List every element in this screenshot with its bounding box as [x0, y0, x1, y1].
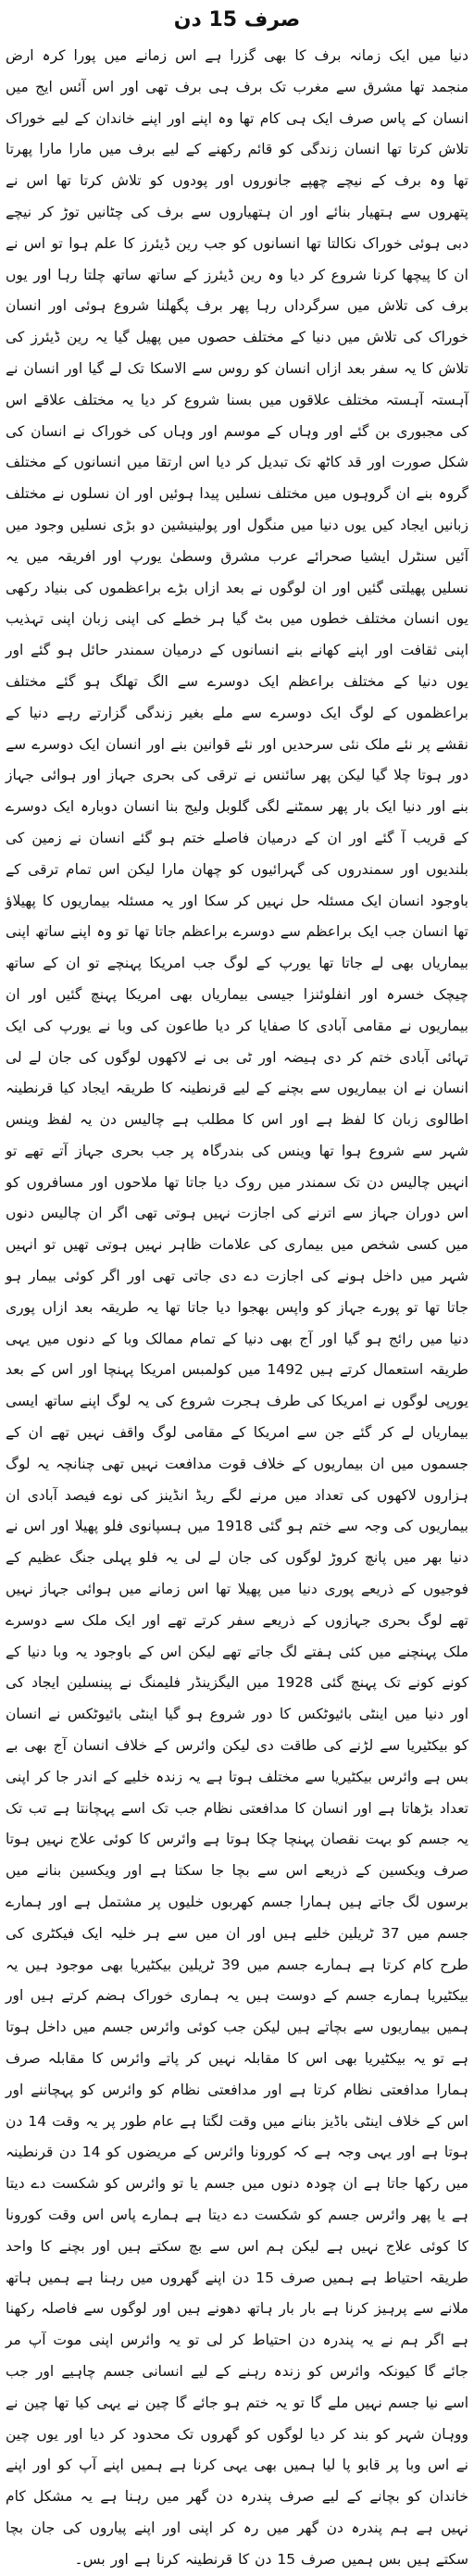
- article-body: دنیا میں ایک زمانہ برف کا بھی گزرا ہے اس زمانے میں پورا کرہ ارض منجمد تھا مشرق سے مغرب تک برف ہی برف تھی اور اس آئس ایج میں انسان کے پاس صرف ایک ہی کام تھا وہ اپنے اور اپنے خاندان کے لیے خوراک تلاش کرتا تھا انسان زندگی کو قائم رکھنے کے لیے برف میں مارا مارا پھرتا تھا وہ برف کے نیچے چھپے جانوروں اور پودوں کو تلاش کرتا تھا اس نے پتھروں سے ہتھیار بنائے اور ان ہتھیاروں سے برف کی چٹانیں توڑ کر نیچے دبی ہوئی خوراک نکالتا تھا انسانوں کو جب رین ڈیئرز کا علم ہوا تو اس نے ان کا پیچھا کرنا شروع کر دیا وہ رین ڈیئرز کے ساتھ ساتھ چلتا رہا اور یوں برف کی تلاش میں سرگرداں رہا پھر برف پگھلنا شروع ہوئی اور انسان خوراک کی تلاش میں دنیا کے مختلف حصوں میں پھیل گیا یہ رین ڈیئرز کی تلاش کا یہ سفر بعد ازاں انسان کو روس سے الاسکا تک لے گیا اور انسان نے آہستہ آہستہ مختلف علاقوں میں بسنا شروع کر دیا یہ مختلف علاقے اس کی مجبوری بن گئے اور وہاں کے موسم اور وہاں کی خوراک نے انسان کی شکل صورت اور قد کاٹھ تک تبدیل کر دیا اس ارتقا میں انسانوں کے مختلف گروہ بنے ان گروہوں میں مختلف نسلیں پیدا ہوئیں اور ان نسلوں نے مختلف زبانیں ایجاد کیں یوں دنیا میں منگول اور پولینیشین دو بڑی نسلیں وجود میں آئیں سنٹرل ایشیا صحرائے عرب مشرق وسطیٰ یورپ اور افریقہ میں یہ نسلیں پھیلتی گئیں اور ان لوگوں نے بعد ازاں بڑے براعظموں کی بنیاد رکھی یوں انسان مختلف خطوں میں بٹ گیا ہر خطے کی اپنی زبان اپنی تہذیب اپنی ثقافت اور اپنے کھانے بنے انسانوں کے درمیان سمندر حائل ہو گئے اور یوں دنیا کے مختلف براعظم ایک دوسرے سے الگ تھلگ ہو گئے مختلف براعظموں کے لوگ ایک دوسرے سے ملے بغیر زندگی گزارتے رہے دنیا کے نقشے پر نئے ملک نئی سرحدیں اور نئے قوانین بنے اور انسان ایک دوسرے سے دور ہوتا چلا گیا لیکن پھر سائنس نے ترقی کی بحری جہاز اور ہوائی جہاز بنے اور دنیا ایک بار پھر سمٹنے لگی گلوبل ولیج بنا انسان دوبارہ ایک دوسرے کے قریب آ گئے اور ان کے درمیان فاصلے ختم ہو گئے انسان نے زمین کی بلندیوں اور سمندروں کی گہرائیوں کو چھان مارا لیکن اس تمام ترقی کے باوجود انسان ایک مسئلہ حل نہیں کر سکا اور یہ مسئلہ بیماریوں کا پھیلاؤ تھا انسان جب ایک براعظم سے دوسرے براعظم جاتا تھا تو وہ اپنے ساتھ اپنی بیماریاں بھی لے جاتا تھا یورپ کے لوگ جب امریکا پہنچے تو ان کے ساتھ چیچک خسرہ اور انفلوئنزا جیسی بیماریاں بھی امریکا پہنچ گئیں اور ان بیماریوں نے مقامی آبادی کا صفایا کر دیا طاعون کی وبا نے یورپ کی ایک تہائی آبادی ختم کر دی ہیضہ اور ٹی بی نے لاکھوں لوگوں کی جان لے لی انسان نے ان بیماریوں سے بچنے کے لیے قرنطینہ کا طریقہ ایجاد کیا قرنطینہ اطالوی زبان کا لفظ ہے اور اس کا مطلب ہے چالیس دن یہ لفظ وینس شہر سے شروع ہوا تھا وینس کی بندرگاہ پر جب بحری جہاز آتے تھے تو انہیں چالیس دن تک سمندر میں روک دیا جاتا تھا ملاحوں اور مسافروں کو اس دوران جہاز سے اترنے کی اجازت نہیں ہوتی تھی اگر ان چالیس دنوں میں کسی شخص میں بیماری کی علامات ظاہر نہیں ہوتی تھیں تو انہیں شہر میں داخل ہونے کی اجازت دے دی جاتی تھی اور اگر کوئی بیمار ہو جاتا تھا تو پورے جہاز کو واپس بھجوا دیا جاتا تھا یہ طریقہ بعد ازاں پوری دنیا میں رائج ہو گیا اور آج بھی دنیا کے تمام ممالک وبا کے دنوں میں یہی طریقہ استعمال کرتے ہیں 1492 میں کولمبس امریکا پہنچا اور اس کے بعد یورپی لوگوں نے امریکا کی طرف ہجرت شروع کی یہ لوگ اپنے ساتھ ایسی بیماریاں لے کر گئے جن سے امریکا کے مقامی لوگ واقف نہیں تھے ان کے جسموں میں ان بیماریوں کے خلاف قوت مدافعت نہیں تھی چنانچہ یہ لوگ ہزاروں لاکھوں کی تعداد میں مرنے لگے ریڈ انڈینز کی نوے فیصد آبادی ان بیماریوں کی وجہ سے ختم ہو گئی 1918 میں ہسپانوی فلو پھیلا اور اس نے دنیا بھر میں پانچ کروڑ لوگوں کی جان لے لی یہ فلو پہلی جنگ عظیم کے فوجیوں کے ذریعے پوری دنیا میں پھیلا تھا اس زمانے میں ہوائی جہاز نہیں تھے لوگ بحری جہازوں کے ذریعے سفر کرتے تھے اور ایک ملک سے دوسرے ملک پہنچنے میں کئی ہفتے لگ جاتے تھے لیکن اس کے باوجود یہ وبا دنیا کے کونے کونے تک پہنچ گئی 1928 میں الیگزینڈر فلیمنگ نے پینسلین ایجاد کی اور دنیا میں اینٹی بائیوٹکس کا دور شروع ہو گیا اینٹی بائیوٹکس نے انسان کو بیکٹیریا سے لڑنے کی طاقت دی لیکن وائرس کے خلاف انسان آج بھی بے بس ہے وائرس بیکٹیریا سے مختلف ہوتا ہے یہ زندہ خلیے کے اندر جا کر اپنی تعداد بڑھاتا ہے اور انسان کا مدافعتی نظام جب تک اسے پہچانتا ہے تب تک یہ جسم کو بہت نقصان پہنچا چکا ہوتا ہے وائرس کا کوئی علاج نہیں ہوتا صرف ویکسین کے ذریعے اس سے بچا جا سکتا ہے اور ویکسین بنانے میں برسوں لگ جاتے ہیں ہمارا جسم کھربوں خلیوں پر مشتمل ہے اور ہمارے جسم میں 37 ٹریلین خلیے ہیں اور ان میں سے ہر خلیہ ایک فیکٹری کی طرح کام کرتا ہے ہمارے جسم میں 39 ٹریلین بیکٹیریا بھی موجود ہیں یہ بیکٹیریا ہمارے جسم کے دوست ہیں یہ ہماری خوراک ہضم کرتے ہیں اور ہمیں بیماریوں سے بچاتے ہیں لیکن جب کوئی وائرس جسم میں داخل ہوتا ہے تو یہ بیکٹیریا بھی اس کا مقابلہ نہیں کر پاتے وائرس کا مقابلہ صرف ہمارا مدافعتی نظام کرتا ہے اور مدافعتی نظام کو وائرس کو پہچاننے اور اس کے خلاف اینٹی باڈیز بنانے میں وقت لگتا ہے عام طور پر یہ وقت 14 دن ہوتا ہے اور یہی وجہ ہے کہ کورونا وائرس کے مریضوں کو 14 دن قرنطینہ میں رکھا جاتا ہے ان چودہ دنوں میں جسم یا تو وائرس کو شکست دے دیتا ہے یا پھر وائرس جسم کو شکست دے دیتا ہے ہمارے پاس اس وقت کورونا کا کوئی علاج نہیں ہے لیکن ہم اس سے بچ سکتے ہیں اور بچنے کا واحد طریقہ احتیاط ہے ہمیں صرف 15 دن اپنے گھروں میں رہنا ہے ہمیں ہاتھ ملانے سے پرہیز کرنا ہے بار بار ہاتھ دھونے ہیں اور لوگوں سے فاصلہ رکھنا ہے اگر ہم نے یہ پندرہ دن احتیاط کر لی تو یہ وائرس اپنی موت آپ مر جائے گا کیونکہ وائرس کو زندہ رہنے کے لیے انسانی جسم چاہیے اور جب اسے نیا جسم نہیں ملے گا تو یہ ختم ہو جائے گا چین نے یہی کیا تھا چین نے ووہان شہر کو بند کر دیا لوگوں کو گھروں تک محدود کر دیا اور یوں چین نے اس وبا پر قابو پا لیا ہمیں بھی یہی کرنا ہے ہمیں اپنے آپ کو اور اپنے خاندان کو بچانے کے لیے صرف پندرہ دن گھر میں رہنا ہے یہ مشکل کام نہیں ہے ہم پندرہ دن گھر میں رہ کر اپنی اور اپنے پیاروں کی جان بچا سکتے ہیں بس ہمیں صرف 15 دن کا قرنطینہ کرنا ہے اور بس۔: [6, 47, 469, 2568]
- article-title: صرف 15 دن: [173, 8, 301, 31]
